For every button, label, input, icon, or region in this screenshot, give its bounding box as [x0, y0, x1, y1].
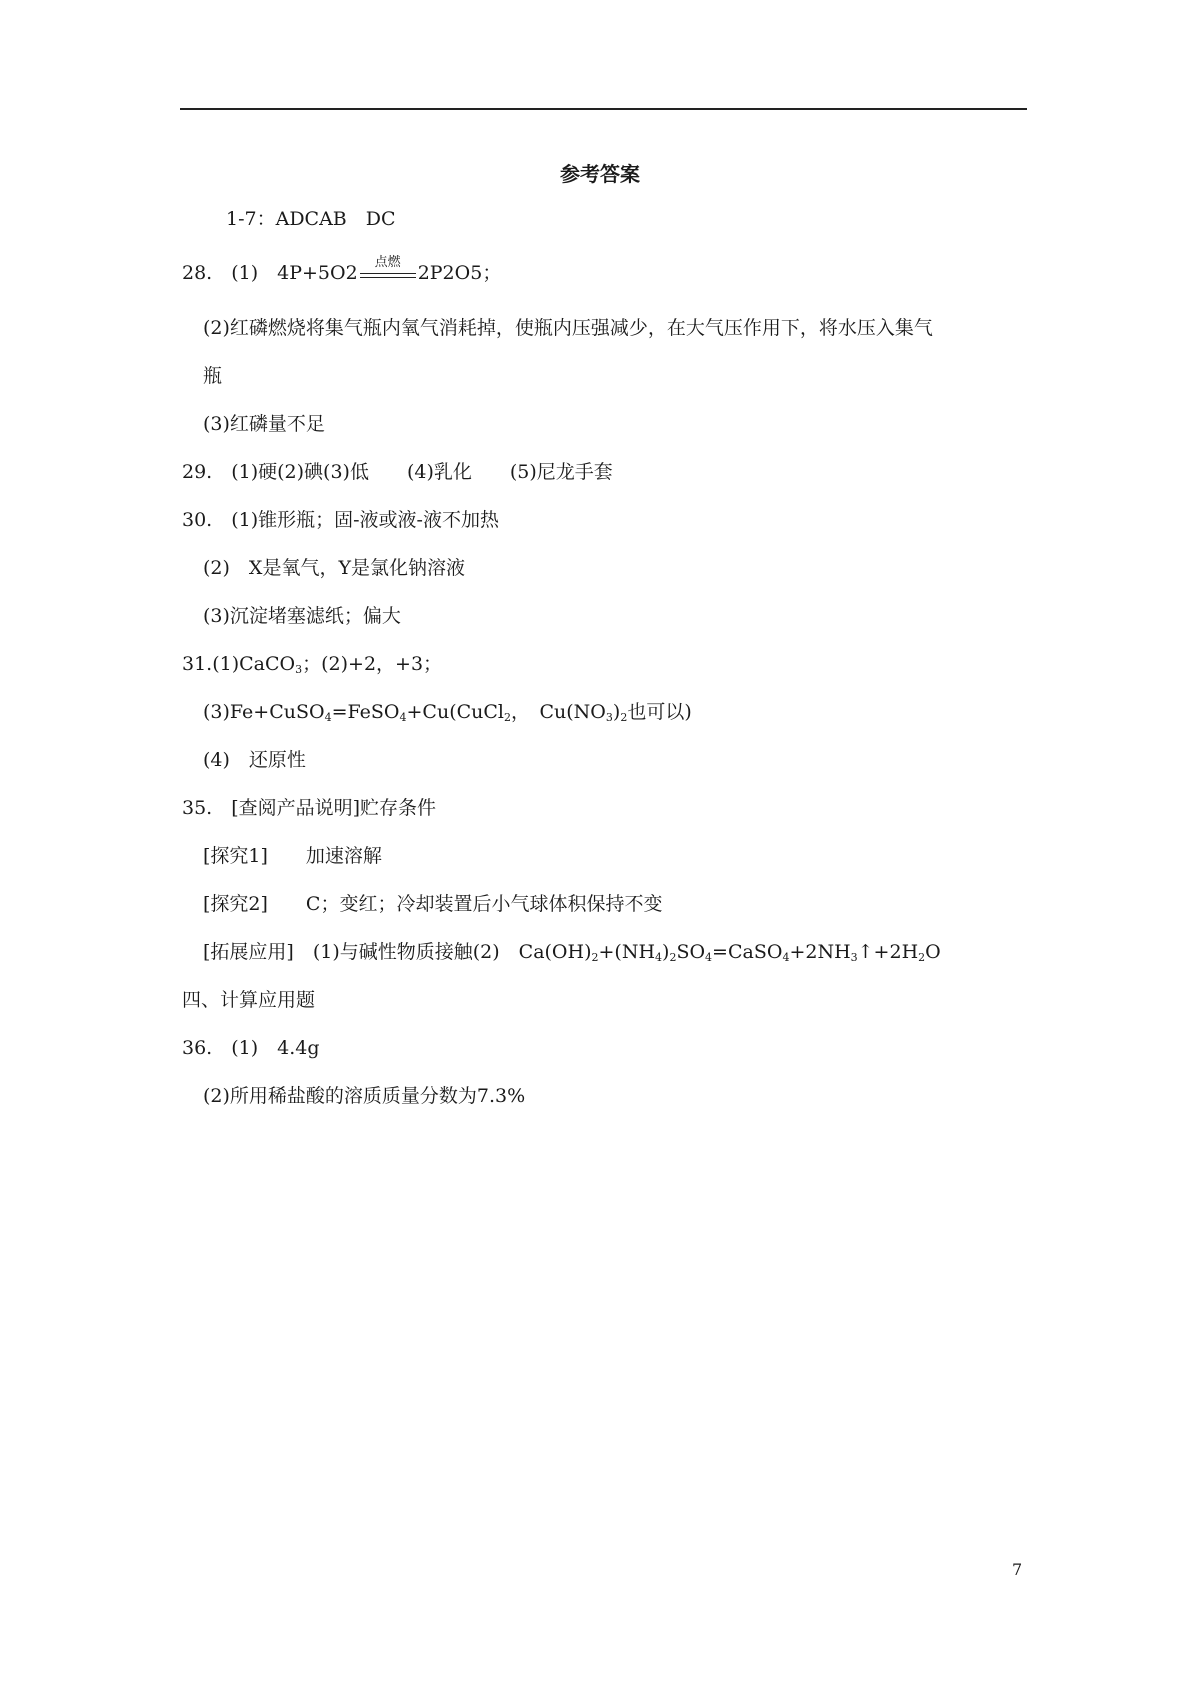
answer-28-3: (3)红磷量不足 — [203, 413, 325, 435]
section-heading: 四、计算应用题 — [182, 989, 316, 1011]
answer-1-7: 1-7：ADCAB DC — [226, 208, 396, 230]
equation-lhs: 4P+5O2 — [277, 262, 358, 284]
reaction-condition: 点燃 — [374, 255, 401, 270]
answer-35-3: [探究2] C；变红；冷却装置后小气球体积保持不变 — [203, 893, 663, 915]
page-title: 参考答案 — [560, 162, 640, 186]
page-number: 7 — [1012, 1560, 1023, 1579]
header-rule — [180, 108, 1027, 110]
answer-28-2: (2)红磷燃烧将集气瓶内氧气消耗掉，使瓶内压强减少，在大气压作用下，将水压入集气 — [203, 317, 933, 339]
answer-31-3: (3)Fe+CuSO$_4$=FeSO$_4$+Cu(CuCl$_2$， $Cu(NO_3)_2$也可以) — [203, 701, 692, 724]
answer-30-2: (2) X是氧气，Y是氯化钠溶液 — [203, 557, 465, 579]
q28-label: 28. (1) — [182, 262, 278, 284]
answer-28-1 — [182, 255, 502, 285]
answer-30-1: 30. (1)锥形瓶；固-液或液-液不加热 — [182, 509, 499, 531]
answer-35-4: [拓展应用] (1)与碱性物质接触(2) $Ca(OH)_2+(NH_4)_2SO_4=CaSO_4+2NH_3↑+2H_2O$ — [203, 941, 941, 964]
answer-36-1: 36. (1) 4.4g — [182, 1037, 320, 1059]
answer-29: 29. (1)硬(2)碘(3)低 (4)乳化 (5)尼龙手套 — [182, 461, 613, 483]
answer-31-1: 31.(1)CaCO$_3$；(2)+2，+3； — [182, 653, 443, 676]
answer-35-2: [探究1] 加速溶解 — [203, 845, 382, 867]
equation-rhs: 2P2O5； — [417, 262, 502, 284]
reaction-condition-arrow — [358, 255, 418, 285]
answer-36-2: (2)所用稀盐酸的溶质质量分数为7.3% — [203, 1085, 526, 1107]
answer-35-1: 35. [查阅产品说明]贮存条件 — [182, 797, 437, 819]
answer-30-3: (3)沉淀堵塞滤纸；偏大 — [203, 605, 401, 627]
answer-28-2-cont: 瓶 — [203, 365, 223, 387]
answer-31-4: (4) 还原性 — [203, 749, 306, 771]
